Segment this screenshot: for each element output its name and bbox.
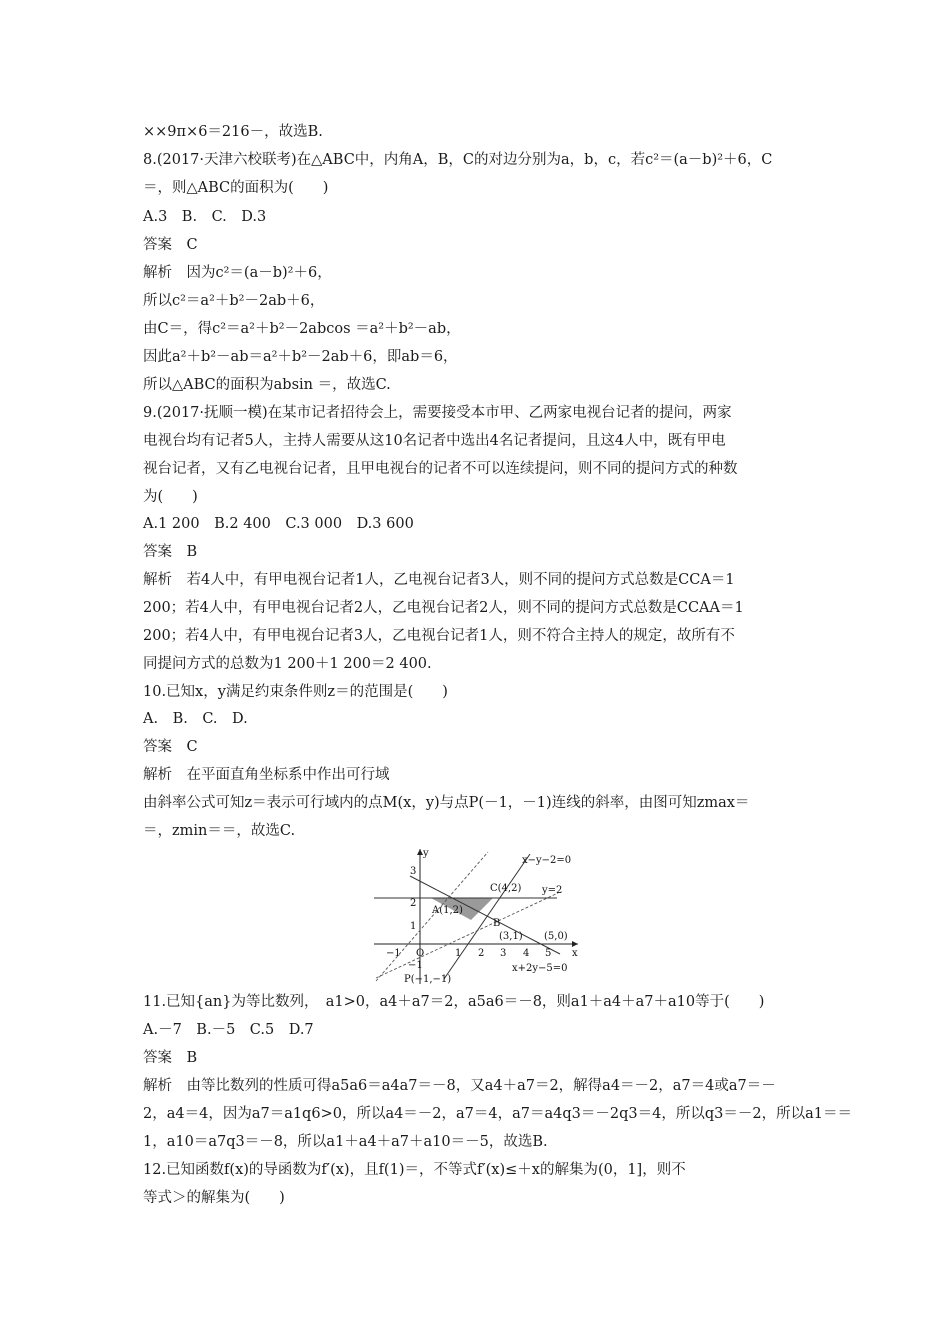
point-label: (3,1) (499, 931, 523, 942)
text-line: 等式＞的解集为( ) (143, 1190, 285, 1206)
text-line: 因此a²＋b²－ab＝a²＋b²－2ab＋6，即ab＝6， (143, 349, 458, 365)
text-line: 由斜率公式可知z＝表示可行域内的点M(x，y)与点P(－1，－1)连线的斜率，由图可知zmax＝ (143, 795, 750, 811)
y-tick-label: 1 (410, 921, 417, 932)
text-line: 同提问方式的总数为1 200＋1 200＝2 400. (143, 656, 432, 672)
x-tick-label: −1 (386, 948, 401, 959)
analysis: 解析 因为c²＝(a－b)²＋6， (143, 265, 332, 281)
x-tick-label: 3 (500, 948, 507, 959)
x-axis-label: x (572, 948, 578, 959)
options: A.3 B. C. D.3 (143, 209, 267, 225)
text-line: 电视台均有记者5人，主持人需要从这10名记者中选出4名记者提问，且这4人中，既有甲电 (143, 433, 726, 449)
analysis: 解析 若4人中，有甲电视台记者1人，乙电视台记者3人，则不同的提问方式总数是CCA＝1 (143, 572, 735, 588)
point-label: A(1,2) (432, 905, 463, 916)
x-tick-label: 1 (455, 948, 462, 959)
question-12-stem: 12.已知函数f(x)的导函数为f′(x)，且f(1)＝，不等式f′(x)≤＋x的解集为(0，1]，则不 (143, 1162, 686, 1178)
options: A.－7 B.－5 C.5 D.7 (143, 1022, 314, 1038)
text-line: 1，a10＝a7q3＝－8，所以a1＋a4＋a7＋a10＝－5，故选B. (143, 1134, 548, 1150)
line-label: x+2y−5=0 (512, 963, 568, 974)
y-tick-label: 2 (410, 898, 417, 909)
text-line: ＝，zmin＝＝，故选C. (143, 823, 296, 839)
x-tick-label: 5 (545, 948, 552, 959)
y-tick-label: −1 (408, 960, 423, 971)
text-line: 由C＝，得c²＝a²＋b²－2abcos ＝a²＋b²－ab， (143, 321, 461, 337)
x-tick-label: 4 (523, 948, 530, 959)
question-8-stem: 8.(2017·天津六校联考)在△ABC中，内角A，B，C的对边分别为a，b，c，若c²＝(a－b)²＋6，C (143, 152, 773, 168)
line-label: x−y−2=0 (522, 855, 572, 866)
text-line: 200；若4人中，有甲电视台记者3人，乙电视台记者1人，则不符合主持人的规定，故所有不 (143, 628, 735, 644)
analysis: 解析 由等比数列的性质可得a5a6＝a4a7＝－8，又a4＋a7＝2，解得a4＝－2，a7＝4或a7＝－ (143, 1078, 776, 1094)
y-axis-label: y (423, 848, 429, 859)
text-line: 为( ) (143, 489, 198, 505)
x-axis-arrow (572, 941, 578, 947)
point-label: (5,0) (544, 931, 568, 942)
text-line: 所以△ABC的面积为absin ＝，故选C. (143, 377, 391, 393)
options: A. B. C. D. (143, 711, 248, 727)
line-label: y=2 (542, 885, 563, 896)
text-line: ××9π×6＝216－，故选B. (143, 124, 323, 140)
answer: 答案 C (143, 237, 198, 253)
answer: 答案 C (143, 739, 198, 755)
point-label: B (493, 918, 501, 929)
text-line: ＝，则△ABC的面积为( ) (143, 180, 329, 196)
question-10-stem: 10.已知x，y满足约束条件则z＝的范围是( ) (143, 684, 448, 700)
analysis: 解析 在平面直角坐标系中作出可行域 (143, 767, 390, 783)
line-xy2 (444, 854, 530, 979)
text-line: 所以c²＝a²＋b²－2ab＋6， (143, 293, 325, 309)
y-tick-label: 3 (410, 866, 417, 877)
text-line: 200；若4人中，有甲电视台记者2人，乙电视台记者2人，则不同的提问方式总数是CCAA＝1 (143, 600, 744, 616)
question-11-stem: 11.已知{an}为等比数列， a1>0，a4＋a7＝2，a5a6＝－8，则a1＋a4＋a7＋a10等于( ) (143, 994, 765, 1010)
point-label: C(4,2) (490, 883, 522, 894)
coordinate-plot (372, 846, 582, 986)
origin-label: O (416, 948, 425, 959)
question-9-stem: 9.(2017·抚顺一模)在某市记者招待会上，需要接受本市甲、乙两家电视台记者的提问，两家 (143, 405, 732, 421)
text-line: 2，a4＝4，因为a7＝a1q6>0，所以a4＝－2，a7＝4，a7＝a4q3＝－2q3＝4，所以q3＝－2，所以a1＝＝ (143, 1106, 852, 1122)
feasible-region-figure (372, 846, 582, 986)
text-line: 视台记者，又有乙电视台记者，且甲电视台的记者不可以连续提问，则不同的提问方式的种数 (143, 461, 738, 477)
answer: 答案 B (143, 544, 198, 560)
point-label: P(−1,−1) (404, 974, 452, 985)
answer: 答案 B (143, 1050, 198, 1066)
options: A.1 200 B.2 400 C.3 000 D.3 600 (143, 516, 414, 532)
x-tick-label: 2 (478, 948, 485, 959)
